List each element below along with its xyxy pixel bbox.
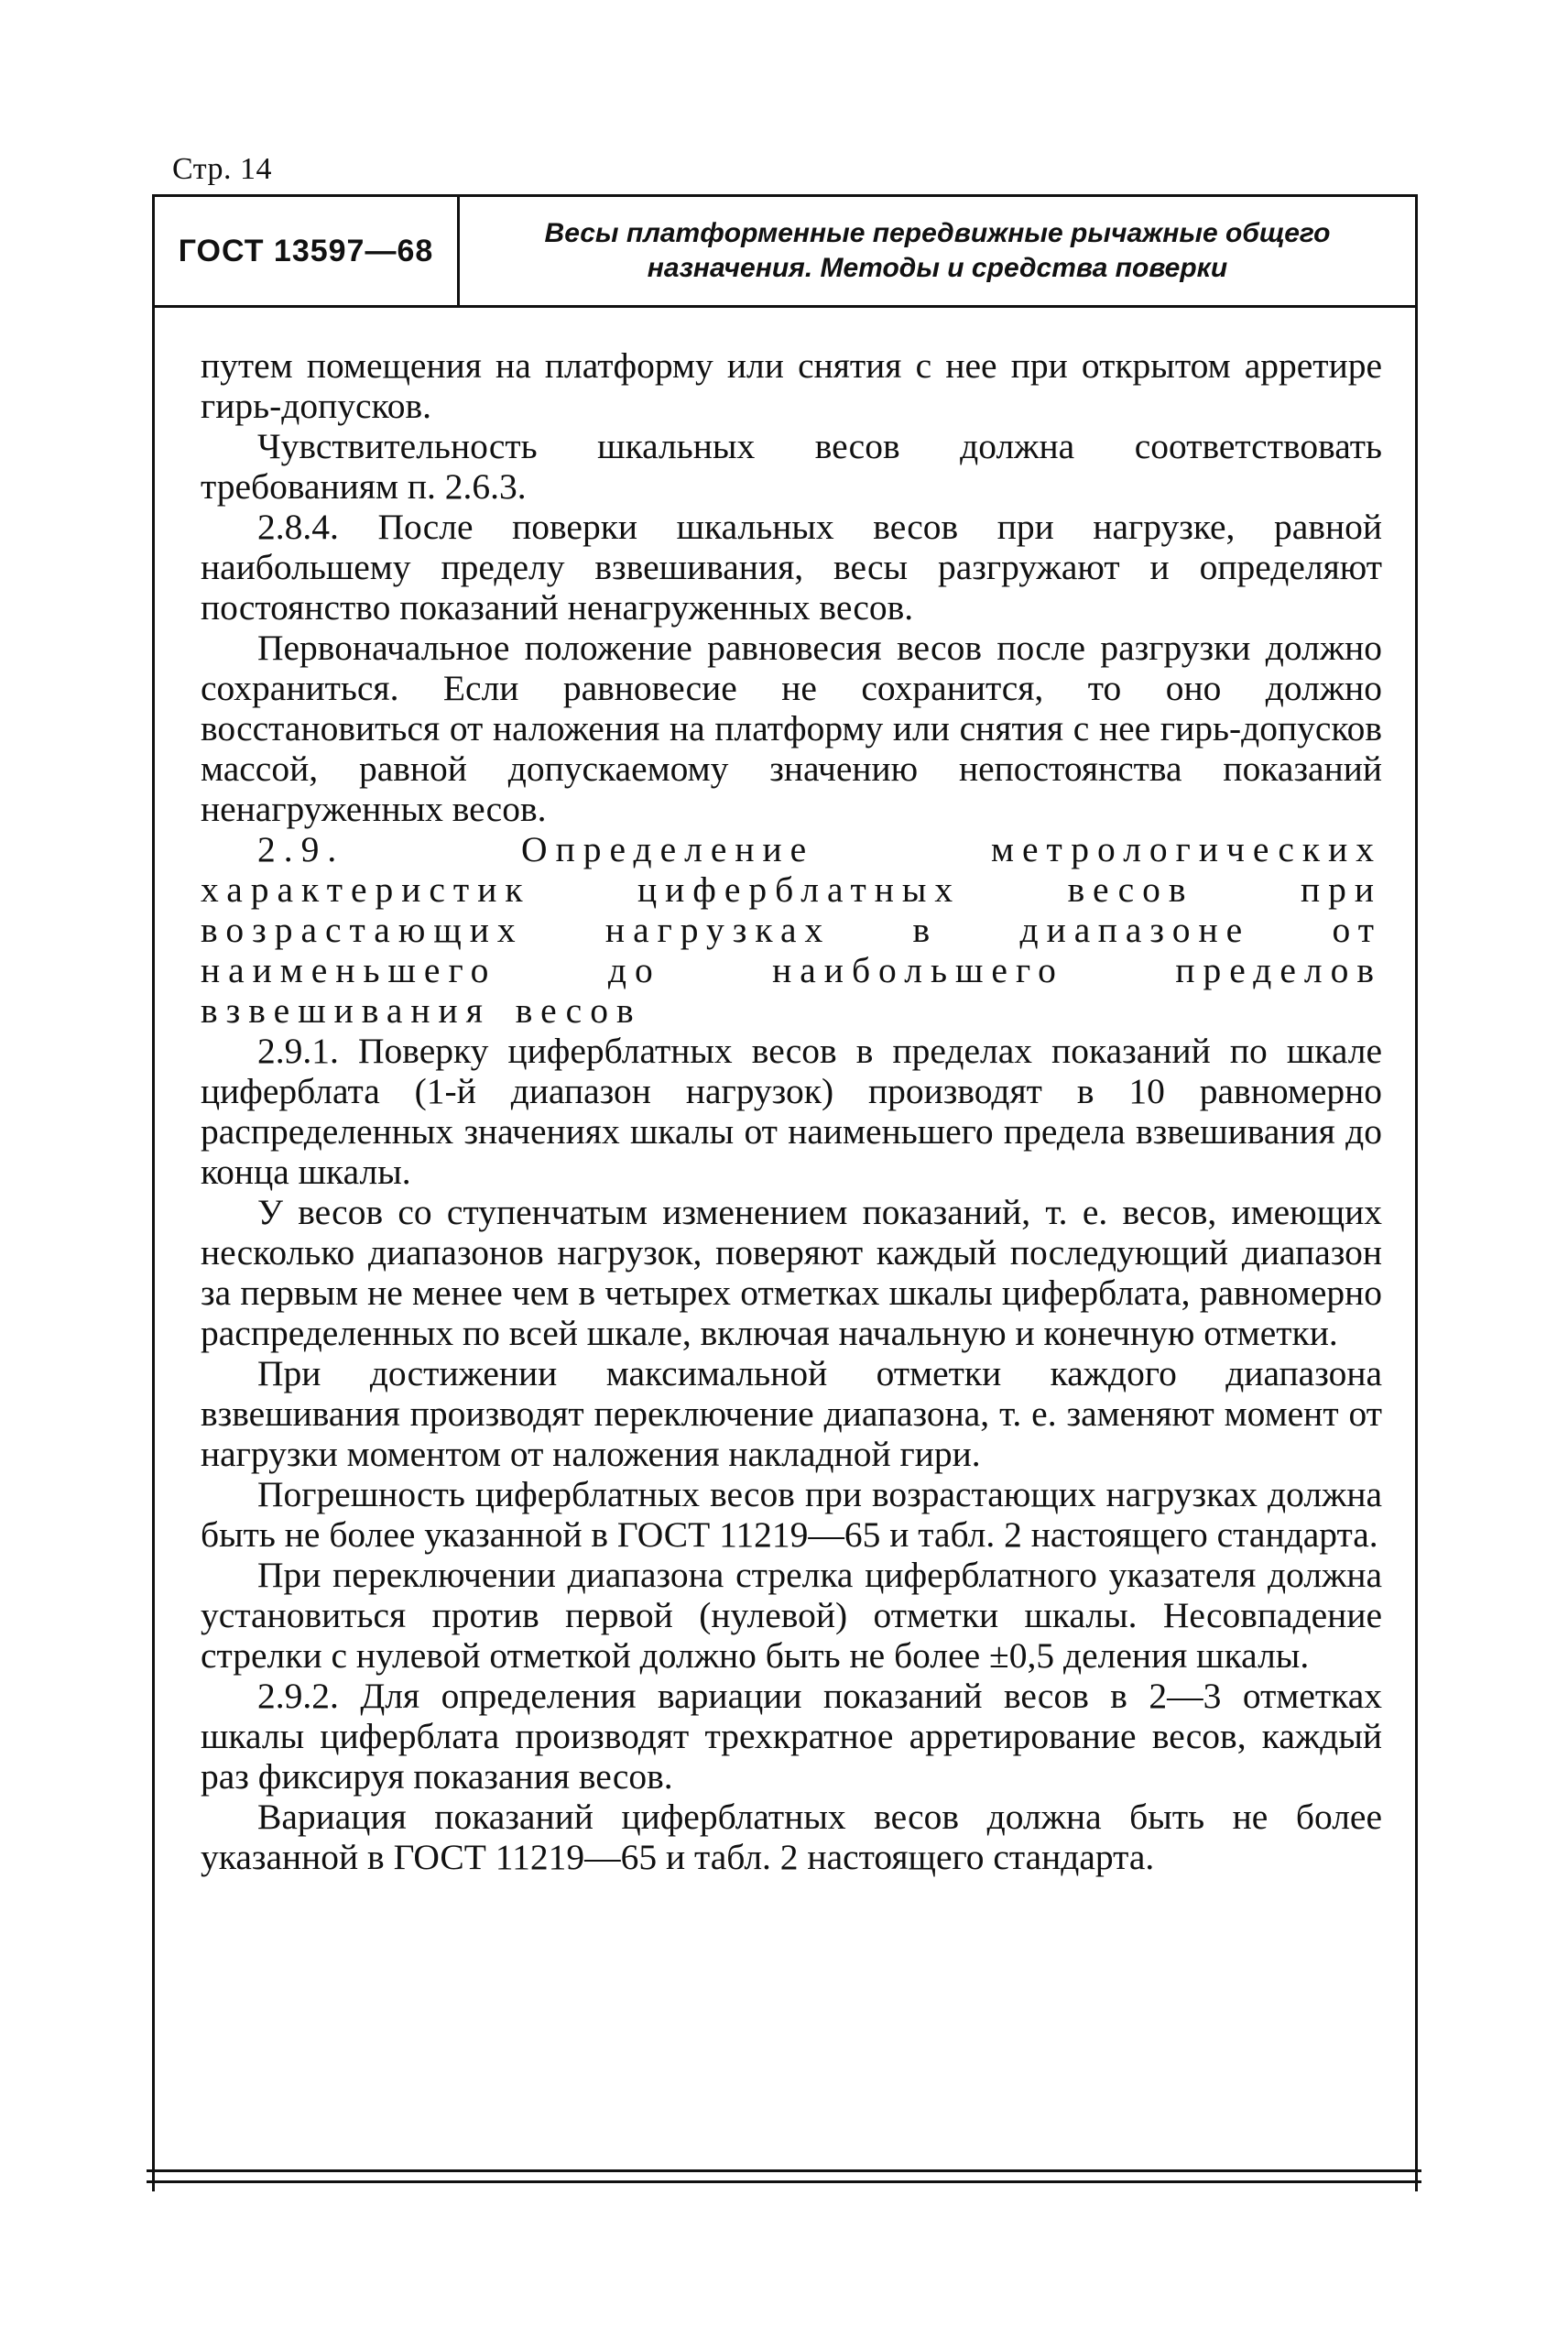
paragraph: При переключении диапазона стрелка циферблатного указателя должна установиться против первой (нулевой) отметки шкалы. Несовпадение стрелки с нулевой отметкой должно быть не более ±0,5 деления шкалы. xyxy=(201,1555,1382,1676)
bottom-rule xyxy=(147,2180,1421,2183)
paragraph: 2.8.4. После поверки шкальных весов при нагрузке, равной наибольшему пределу взвешивания, весы разгружают и определяют постоянство показаний ненагруженных весов. xyxy=(201,507,1382,628)
body-text xyxy=(201,345,1382,1877)
paragraph: путем помещения на платформу или снятия с нее при открытом арретире гирь-допусков. xyxy=(201,345,1382,426)
paragraph: При достижении максимальной отметки каждого диапазона взвешивания производят переключение диапазона, т. е. заменяют момент от нагрузки моментом от наложения накладной гири. xyxy=(201,1353,1382,1474)
paragraph: 2.9.2. Для определения вариации показаний весов в 2—3 отметках шкалы циферблата производят трехкратное арретирование весов, каждый раз фиксируя показания весов. xyxy=(201,1676,1382,1797)
header-stamp xyxy=(155,197,1415,308)
paragraph: 2.9.1. Поверку циферблатных весов в пределах показаний по шкале циферблата (1-й диапазон нагрузок) производят в 10 равномерно распределенных значениях шкалы от наименьшего предела взвешивания до конца шкалы. xyxy=(201,1031,1382,1192)
paragraph: У весов со ступенчатым изменением показаний, т. е. весов, имеющих несколько диапазонов нагрузок, поверяют каждый последующий диапазон за первым не менее чем в четырех отметках шкалы циферблата, равномерно распределенных по всей шкале, включая начальную и конечную отметки. xyxy=(201,1192,1382,1353)
bottom-rule xyxy=(147,2169,1421,2172)
paragraph: Чувствительность шкальных весов должна соответствовать требованиям п. 2.6.3. xyxy=(201,426,1382,507)
section-heading: 2.9. Определение метрологических характеристик циферблатных весов при возрастающих нагрузках в диапазоне от наименьшего до наибольшего пределов взвешивания весов xyxy=(201,829,1382,1031)
paragraph: Первоначальное положение равновесия весов после разгрузки должно сохраниться. Если равновесие не сохранится, то оно должно восстановиться от наложения на платформу или снятия с нее гирь-допусков массой, равной допускаемому значению непостоянства показаний ненагруженных весов. xyxy=(201,628,1382,829)
standard-title-line-2: назначения. Методы и средства поверки xyxy=(647,253,1228,283)
paragraph: Погрешность циферблатных весов при возрастающих нагрузках должна быть не более указанной в ГОСТ 11219—65 и табл. 2 настоящего стандарта. xyxy=(201,1474,1382,1555)
standard-code: ГОСТ 13597—68 xyxy=(155,197,460,305)
standard-title xyxy=(460,197,1415,305)
page-frame xyxy=(152,194,1418,2191)
page-number: Стр. 14 xyxy=(172,152,273,186)
standard-title-line-1: Весы платформенные передвижные рычажные общего xyxy=(544,218,1331,248)
paragraph: Вариация показаний циферблатных весов должна быть не более указанной в ГОСТ 11219—65 и табл. 2 настоящего стандарта. xyxy=(201,1797,1382,1877)
